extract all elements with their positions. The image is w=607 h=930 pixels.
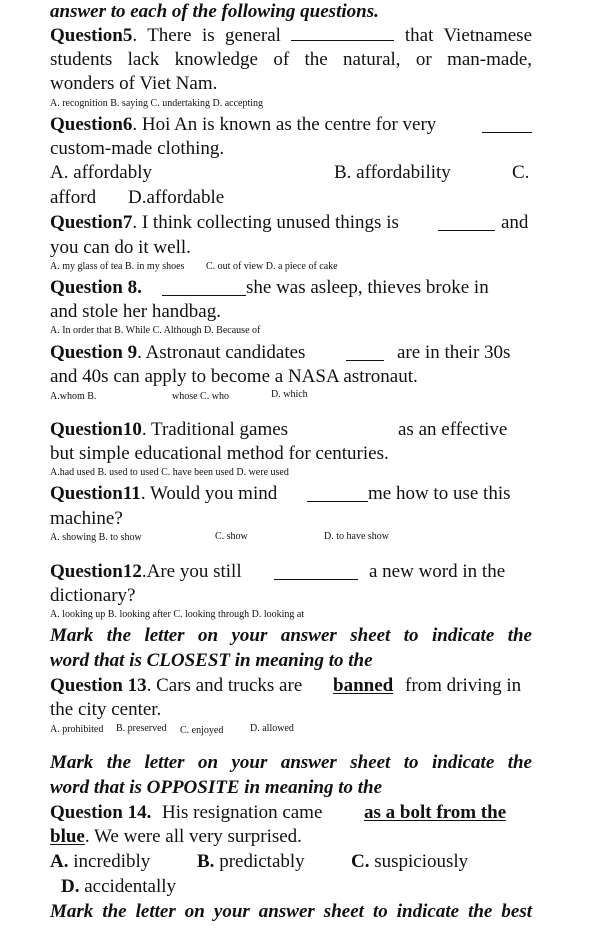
question-14-option-b (197, 850, 305, 873)
question-14-option-a-letter: A. (50, 851, 69, 872)
question-5-options: A. recognition B. saying C. undertaking D. accepting (50, 98, 264, 109)
question-6-option-a: A. affordably (50, 162, 153, 183)
intro-text: answer to each of the following questions. (50, 1, 379, 22)
question-14-option-b-letter: B. (197, 851, 215, 872)
question-6-line-2: custom-made clothing. (50, 138, 225, 159)
question-9-options-ab: A.whom B. (50, 391, 97, 402)
question-5-line-1 (50, 24, 532, 47)
question-5-text-b: that Vietnamese (404, 25, 533, 46)
question-7-options-ab: A. my glass of tea B. in my shoes (50, 261, 185, 272)
question-12-blank (274, 563, 358, 580)
question-14-label: Question 14. (50, 802, 152, 823)
question-11-line-2: machine? (50, 508, 123, 529)
question-12-options: A. looking up B. looking after C. looking through D. looking at (50, 609, 305, 620)
question-8-text: she was asleep, thieves broke in (246, 277, 489, 298)
question-14-line-1 (50, 801, 532, 824)
question-13-text-a: . Cars and trucks are (146, 675, 303, 696)
question-6-line-1 (50, 113, 532, 136)
question-14-option-c-text: suspiciously (374, 851, 469, 872)
question-7-text-a: . I think collecting unused things is (132, 212, 399, 233)
question-7-label: Question7 (50, 212, 133, 233)
question-9-options-d: D. which (271, 389, 308, 400)
question-14-option-b-text: predictably (219, 851, 305, 872)
question-10-line-1 (50, 418, 532, 441)
question-13-line-2: the city center. (50, 699, 162, 720)
question-6-text: . Hoi An is known as the centre for very (132, 114, 437, 135)
question-10-text-b: as an effective (398, 419, 508, 440)
question-13-option-d: D. allowed (250, 723, 294, 734)
question-11-option-ab: A. showing B. to show (50, 532, 142, 543)
question-9-text-a: . Astronaut candidates (137, 342, 306, 363)
question-12-line-2: dictionary? (50, 585, 136, 606)
question-12-line-1 (50, 560, 532, 583)
question-10-line-2: but simple educational method for centuries. (50, 443, 389, 464)
question-9-line-2: and 40s can apply to become a NASA astronaut. (50, 366, 418, 387)
question-6-option-c: C. (512, 162, 530, 183)
question-5-line-2: students lack knowledge of the natural, or man-made, (50, 49, 532, 70)
question-8-options: A. In order that B. While C. Although D. Because of (50, 325, 261, 336)
question-6-option-d: D.affordable (128, 187, 225, 208)
question-14-option-c (351, 850, 468, 873)
question-14-underlined-word: blue (50, 826, 85, 847)
question-7-options-cd: C. out of view D. a piece of cake (206, 261, 338, 272)
instruction-closest-line-1: Mark the letter on your answer sheet to indicate the (50, 625, 532, 646)
question-11-option-d: D. to have show (324, 531, 389, 542)
question-8-line-2: and stole her handbag. (50, 301, 221, 322)
question-13-option-c: C. enjoyed (180, 725, 224, 736)
question-14-option-d (61, 875, 176, 898)
question-13-label: Question 13 (50, 675, 147, 696)
question-12-text-a: .Are you still (141, 561, 242, 582)
question-10-text-a: . Traditional games (141, 419, 289, 440)
question-8-line-1 (50, 276, 532, 299)
question-8-blank (162, 279, 246, 296)
question-5-blank (291, 24, 394, 41)
question-14-option-d-text: accidentally (84, 876, 177, 897)
instruction-opposite-line-2: word that is OPPOSITE in meaning to the (50, 777, 383, 798)
question-9-line-1 (50, 341, 532, 364)
question-6-option-b: B. affordability (334, 162, 451, 183)
question-9-label: Question 9 (50, 342, 138, 363)
question-14-option-c-letter: C. (351, 851, 370, 872)
question-11-line-1 (50, 482, 532, 505)
question-10-label: Question10 (50, 419, 142, 440)
question-5-label: Question5 (50, 25, 133, 46)
question-11-option-c: C. show (215, 531, 248, 542)
question-14-option-a-text: incredibly (73, 851, 151, 872)
question-14-line-2 (50, 825, 302, 848)
question-9-blank (346, 344, 384, 361)
question-9-options-c: whose C. who (172, 391, 229, 402)
question-6-blank (482, 116, 532, 133)
question-6-label: Question6 (50, 114, 133, 135)
question-7-line-2: you can do it well. (50, 237, 191, 258)
question-11-label: Question11 (50, 483, 141, 504)
question-11-text-a: . Would you mind (140, 483, 278, 504)
question-10-options: A.had used B. used to used C. have been used D. were used (50, 467, 289, 478)
question-6-option-c-value: afford (50, 187, 97, 208)
question-7-text-b: and (501, 212, 529, 233)
question-5-text-a: . There is general (132, 25, 281, 46)
question-5-line-3: wonders of Viet Nam. (50, 73, 218, 94)
question-12-label: Question12 (50, 561, 142, 582)
question-11-blank (307, 485, 368, 502)
question-8-label: Question 8. (50, 277, 142, 298)
instruction-closest-line-2: word that is CLOSEST in meaning to the (50, 650, 373, 671)
question-7-blank (438, 214, 495, 231)
question-13-underlined-word: banned (333, 675, 394, 696)
question-13-option-b: B. preserved (116, 723, 167, 734)
question-11-text-b: me how to use this (368, 483, 511, 504)
question-12-text-b: a new word in the (369, 561, 506, 582)
question-9-text-b: are in their 30s (397, 342, 511, 363)
question-7-line-1 (50, 211, 532, 234)
question-14-text-a: His resignation came (162, 802, 323, 823)
question-14-text-b: . We were all very surprised. (84, 826, 302, 847)
question-14-underlined-phrase: as a bolt from the (364, 802, 507, 823)
intro-line (50, 0, 379, 23)
question-14-option-d-letter: D. (61, 876, 80, 897)
question-13-line-1 (50, 674, 532, 697)
question-13-text-b: from driving in (405, 675, 522, 696)
instruction-best-line-1: Mark the letter on your answer sheet to indicate the best (50, 901, 532, 922)
instruction-opposite-line-1: Mark the letter on your answer sheet to indicate the (50, 752, 532, 773)
question-13-option-a: A. prohibited (50, 724, 104, 735)
question-14-option-a (50, 850, 150, 873)
